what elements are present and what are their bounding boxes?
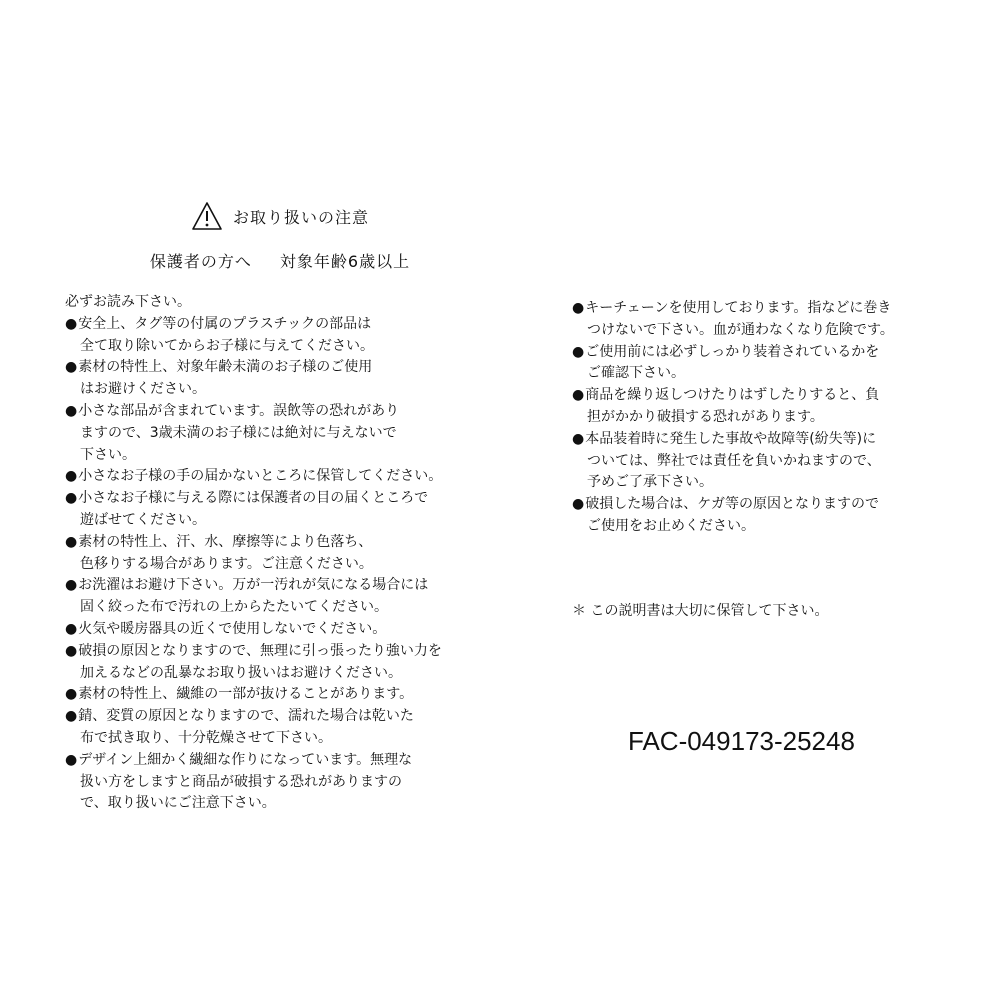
caution-item-text: ● 素材の特性上、対象年齢未満のお子様のご使用: [65, 357, 495, 379]
caution-item: [572, 494, 972, 538]
caution-item: [65, 466, 495, 488]
caution-item-text: ● デザイン上細かく繊細な作りになっています。無理な: [65, 750, 495, 772]
intro-text: 必ずお読み下さい。: [65, 294, 191, 310]
caution-item-continuation: はお避けください。: [80, 381, 206, 398]
caution-item-continuation: 色移りする場合があります。ご注意ください。: [80, 555, 373, 572]
title-row: [0, 198, 560, 234]
caution-item-continuation: 担がかかり破損する恐れがあります。: [587, 408, 824, 425]
caution-item-continuation: で、取り扱いにご注意下さい。: [80, 795, 276, 812]
caution-item-continuation: 全て取り除いてからお子様に与えてください。: [80, 337, 374, 354]
caution-item-text: ● 破損の原因となりますので、無理に引っ張ったり強い力を: [65, 641, 495, 663]
caution-item-text: ● 安全上、タグ等の付属のプラスチックの部品は: [65, 314, 495, 336]
product-code: FAC-049173-25248: [628, 726, 855, 756]
caution-item: [65, 314, 495, 358]
caution-item: [65, 641, 495, 685]
caution-item-continuation: 扱い方をしますと商品が破損する恐れがありますの: [80, 773, 402, 790]
caution-item: [65, 357, 495, 401]
caution-item-text: ● キーチェーンを使用しております。指などに巻き: [572, 298, 972, 320]
caution-item: [572, 429, 972, 494]
caution-item-text: ● 商品を繰り返しつけたりはずしたりすると、負: [572, 385, 972, 407]
caution-item-text: ● 破損した場合は、ケガ等の原因となりますので: [572, 494, 972, 516]
caution-item-continuation: 下さい。: [80, 446, 136, 463]
caution-item-continuation: 予めご了承下さい。: [587, 474, 713, 491]
caution-item-continuation: 遊ばせてください。: [80, 511, 206, 528]
caution-item: [65, 750, 495, 815]
audience-label: 保護者の方へ: [149, 252, 252, 271]
caution-item-text: ● 火気や暖房器具の近くで使用しないでください。: [65, 619, 495, 641]
age-label: 対象年齢6歳以上: [279, 252, 411, 271]
caution-item-continuation: ついては、弊社では責任を負いかねますので、: [587, 452, 881, 469]
caution-item-text: ● 本品装着時に発生した事故や故障等(紛失等)に: [572, 429, 972, 451]
caution-item-continuation: 加えるなどの乱暴なお取り扱いはお避けください。: [80, 664, 402, 681]
caution-item: [65, 488, 495, 532]
caution-item-continuation: 固く絞った布で汚れの上からたたいてください。: [80, 599, 388, 616]
storage-note: ＊ この説明書は大切に保管して下さい。: [572, 603, 829, 619]
page-title: お取り扱いの注意: [232, 207, 369, 227]
caution-item: [65, 532, 495, 576]
caution-item-continuation: 布で拭き取り、十分乾燥させて下さい。: [80, 729, 332, 746]
caution-item: [65, 401, 495, 466]
caution-item-text: ● ご使用前には必ずしっかり装着されているかを: [572, 342, 972, 364]
right-column: [572, 298, 972, 538]
caution-item-text: ● 素材の特性上、繊維の一部が抜けることがあります。: [65, 684, 495, 706]
caution-item-text: ● 小さな部品が含まれています。誤飲等の恐れがあり: [65, 401, 495, 423]
caution-item-text: ● 素材の特性上、汗、水、摩擦等により色落ち、: [65, 532, 495, 554]
warning-triangle-icon: [191, 201, 223, 231]
caution-item-continuation: ご使用をお止めください。: [587, 517, 755, 534]
caution-item: [572, 298, 972, 342]
audience-row: [0, 249, 560, 272]
caution-item: [572, 342, 972, 386]
caution-item-text: ● 小さなお子様に与える際には保護者の目の届くところで: [65, 488, 495, 510]
caution-item: [572, 385, 972, 429]
left-column: [65, 292, 495, 815]
caution-item-text: ● 錆、変質の原因となりますので、濡れた場合は乾いた: [65, 706, 495, 728]
caution-item-continuation: ますので、3歳未満のお子様には絶対に与えないで: [80, 424, 397, 441]
caution-item-text: ● 小さなお子様の手の届かないところに保管してください。: [65, 466, 495, 488]
caution-item-text: ● お洗濯はお避け下さい。万が一汚れが気になる場合には: [65, 575, 495, 597]
caution-item-continuation: ご確認下さい。: [587, 365, 685, 382]
caution-item: [65, 619, 495, 641]
caution-item: [65, 575, 495, 619]
caution-item: [65, 684, 495, 706]
caution-item-continuation: つけないで下さい。血が通わなくなり危険です。: [587, 321, 894, 338]
caution-item: [65, 706, 495, 750]
